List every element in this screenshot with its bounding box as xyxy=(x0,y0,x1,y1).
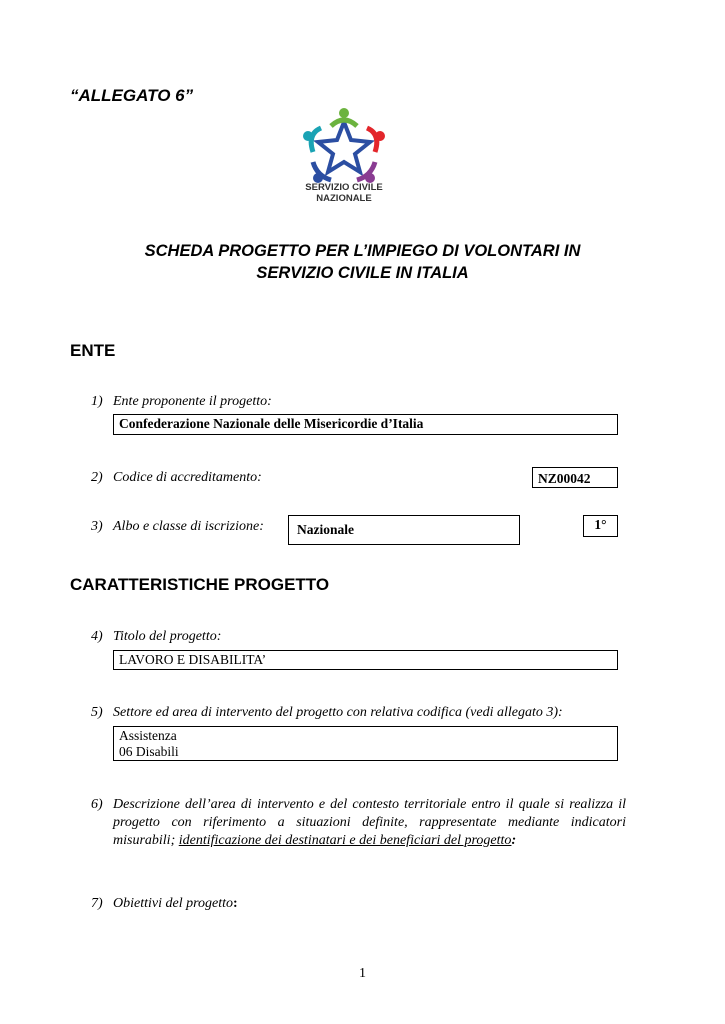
title-line1: SCHEDA PROGETTO PER L’IMPIEGO DI VOLONTARI IN xyxy=(144,242,581,260)
question-underlined-text: identificazione dei destinatari e dei beneficiari del progetto xyxy=(178,833,512,848)
title-line2: SERVIZIO CIVILE IN ITALIA xyxy=(256,264,469,282)
question-3 xyxy=(91,519,264,535)
question-label: Obiettivi del progetto xyxy=(113,896,234,911)
question-number: 2) xyxy=(91,470,103,485)
codice-accreditamento-field: NZ00042 xyxy=(532,467,618,488)
logo-text-line2: NAZIONALE xyxy=(316,193,372,204)
question-label: Settore ed area di intervento del progetto con relativa codifica (vedi allegato 3): xyxy=(113,705,563,720)
albo-field: Nazionale xyxy=(288,515,520,545)
settore-line: Assistenza xyxy=(119,728,177,743)
area-line: 06 Disabili xyxy=(119,744,179,759)
section-heading-caratteristiche: CARATTERISTICHE PROGETTO xyxy=(70,575,330,594)
section-heading-ente: ENTE xyxy=(70,341,116,360)
question-text: Descrizione dell’area di intervento e del contesto territoriale entro il quale si realizza il progetto con riferimento a situazioni definite, rappresentate mediante indicatori misurabili; xyxy=(113,797,626,848)
question-1 xyxy=(91,394,272,410)
question-number: 5) xyxy=(91,705,103,720)
question-colon: : xyxy=(511,833,517,848)
settore-area-field xyxy=(113,726,618,761)
question-number: 1) xyxy=(91,394,103,409)
question-label: Titolo del progetto: xyxy=(113,629,222,644)
page-title xyxy=(60,240,665,284)
question-4 xyxy=(91,629,221,645)
question-6 xyxy=(91,796,626,850)
question-number: 6) xyxy=(91,797,103,812)
ente-proponente-field: Confederazione Nazionale delle Misericordie d’Italia xyxy=(113,414,618,435)
question-5 xyxy=(91,705,563,721)
question-number: 3) xyxy=(91,519,103,534)
classe-field: 1° xyxy=(583,515,618,537)
question-2 xyxy=(91,470,262,486)
logo-text-line1: SERVIZIO CIVILE xyxy=(305,182,383,193)
page-number: 1 xyxy=(359,966,366,981)
question-number: 7) xyxy=(91,896,103,911)
titolo-progetto-field: LAVORO E DISABILITA’ xyxy=(113,650,618,670)
star-people-icon xyxy=(295,104,393,204)
allegato-label: “ALLEGATO 6” xyxy=(70,86,194,105)
question-label: Albo e classe di iscrizione: xyxy=(113,519,264,534)
servizio-civile-logo xyxy=(295,104,393,204)
question-label: Codice di accreditamento: xyxy=(113,470,262,485)
question-number: 4) xyxy=(91,629,103,644)
question-label: Ente proponente il progetto: xyxy=(113,394,272,409)
question-7 xyxy=(91,896,238,912)
question-colon: : xyxy=(233,896,238,911)
